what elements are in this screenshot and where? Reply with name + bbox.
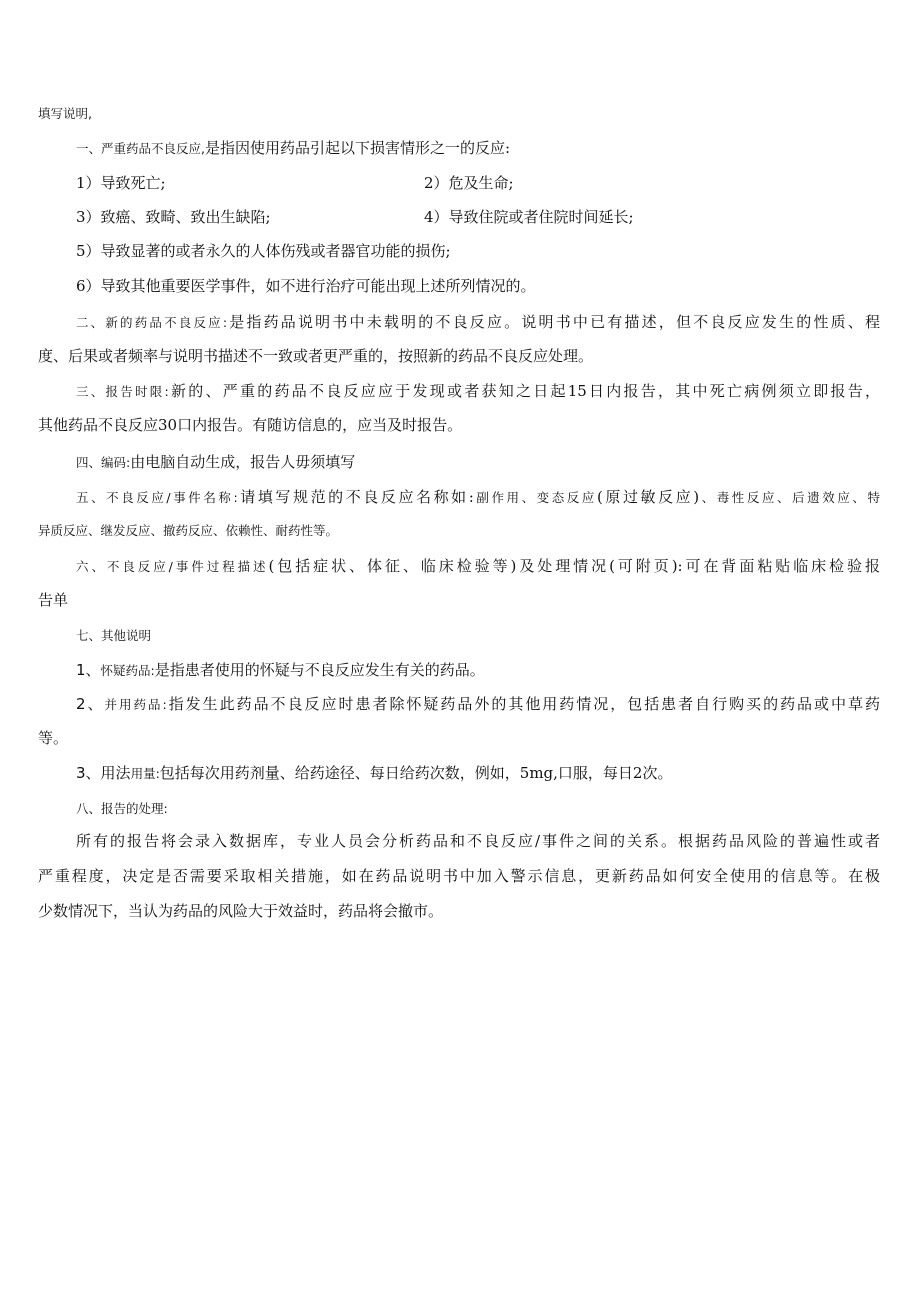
section-1-item-3: 3）致癌、致畸、致出生缺陷; (76, 208, 271, 226)
section-7-item-2-label: 并用药品: (104, 697, 167, 712)
section-7-label: 七、其他说明 (76, 628, 152, 643)
section-1-item-6: 6）导致其他重要医学事件，如不进行治疗可能出现上述所列情况的。 (76, 277, 536, 295)
section-1-row-2 (76, 207, 876, 227)
section-5-label: 五、不良反应/事件名称: (76, 490, 238, 505)
section-3-text-a: 新的、严重的药品不良反应应于发现或者获知之日起15日内报告，其中死亡病例须立即报告， (168, 382, 881, 400)
section-5-text-b: 异质反应、继发反应、撤药反应、依赖性、耐药性等。 (38, 523, 339, 538)
section-5-text-a2: 副作用、变态反应 (473, 490, 597, 505)
section-7-item-2 (76, 694, 880, 715)
section-2-text-a: 是指药品说明书中未载明的不良反应。说明书中已有描述，但不良反应发生的性质、程 (227, 313, 880, 331)
section-2-text-b: 度、后果或者频率与说明书描述不一致或者更严重的，按照新的药品不良反应处理。 (38, 347, 594, 365)
section-7-item-3-label-a: 用法 (100, 764, 131, 782)
section-5-text-a4: 、毒性反应、后遗效应、特 (699, 490, 880, 505)
section-7-item-3-label-b: 用量: (130, 766, 160, 781)
doc-title: 填写说明, (38, 106, 92, 121)
section-8-text-a: 所有的报告将会录入数据库，专业人员会分析药品和不良反应/事件之间的关系。根据药品风险的普遍性或者 (76, 832, 880, 850)
section-1-item-5: 5）导致显著的或者永久的人体伤残或者器官功能的损伤; (76, 242, 451, 260)
section-7-item-2-text-a: 指发生此药品不良反应时患者除怀疑药品外的其他用药情况，包括患者自行购买的药品或中草药 (166, 695, 880, 713)
section-4-label: 四、编码: (76, 455, 131, 470)
section-1-label: 一、严重药品不良反应, (76, 141, 205, 156)
section-7-item-1-text: 是指患者使用的怀疑与不良反应发生有关的药品。 (154, 661, 485, 679)
section-4-text: 由电脑自动生成，报告人毋须填写 (130, 453, 356, 471)
section-1-item-4: 4）导致住院或者住院时间延长; (424, 208, 634, 226)
section-6-line-1 (76, 556, 880, 577)
section-2-label: 二、新的药品不良反应: (76, 315, 228, 330)
section-3-line-1 (76, 381, 880, 402)
section-1-text: 是指因使用药品引起以下损害情形之一的反应: (204, 139, 511, 157)
section-5-text-a1: 请填写规范的不良反应名称如: (237, 488, 474, 506)
section-7-item-3-num: 3、 (76, 764, 101, 782)
section-7-item-3-text: 包括每次用药剂量、给药途径、每日给药次数，例如，5mg,口服，每日2次。 (159, 764, 673, 782)
section-1-row-1 (76, 173, 876, 193)
section-2-line-1 (76, 312, 880, 333)
section-6-text-b: 告单 (38, 591, 69, 609)
section-1-item-2: 2）危及生命; (424, 174, 514, 192)
section-8-label: 八、报告的处理: (76, 801, 168, 816)
section-4-line (76, 452, 355, 473)
section-3-label: 三、报告时限: (76, 384, 169, 399)
section-7-item-1 (76, 660, 485, 681)
section-5-line-1 (76, 487, 880, 508)
section-1-heading (76, 138, 510, 159)
section-6-text-a: (包括症状、体征、临床检验等)及处理情况(可附页):可在背面粘贴临床检验报 (268, 557, 880, 575)
section-6-label: 六、不良反应/事件过程描述 (76, 559, 269, 574)
section-3-text-b: 其他药品不良反应30口内报告。有随访信息的，应当及时报告。 (38, 416, 463, 434)
section-7-item-3 (76, 763, 672, 784)
section-1-item-1: 1）导致死亡; (76, 174, 166, 192)
section-8-text-b: 严重程度，决定是否需要采取相关措施，如在药品说明书中加入警示信息，更新药品如何安全使用的信息等。在极 (38, 867, 880, 885)
section-7-item-2-num: 2、 (76, 695, 105, 713)
section-8-text-c: 少数情况下，当认为药品的风险大于效益时，药品将会撤市。 (38, 902, 444, 920)
section-5-text-a3: (原过敏反应) (596, 488, 700, 506)
section-7-item-2-text-b: 等。 (38, 729, 69, 747)
section-7-item-1-num: 1、 (76, 661, 101, 679)
section-7-item-1-label: 怀疑药品: (100, 663, 155, 678)
